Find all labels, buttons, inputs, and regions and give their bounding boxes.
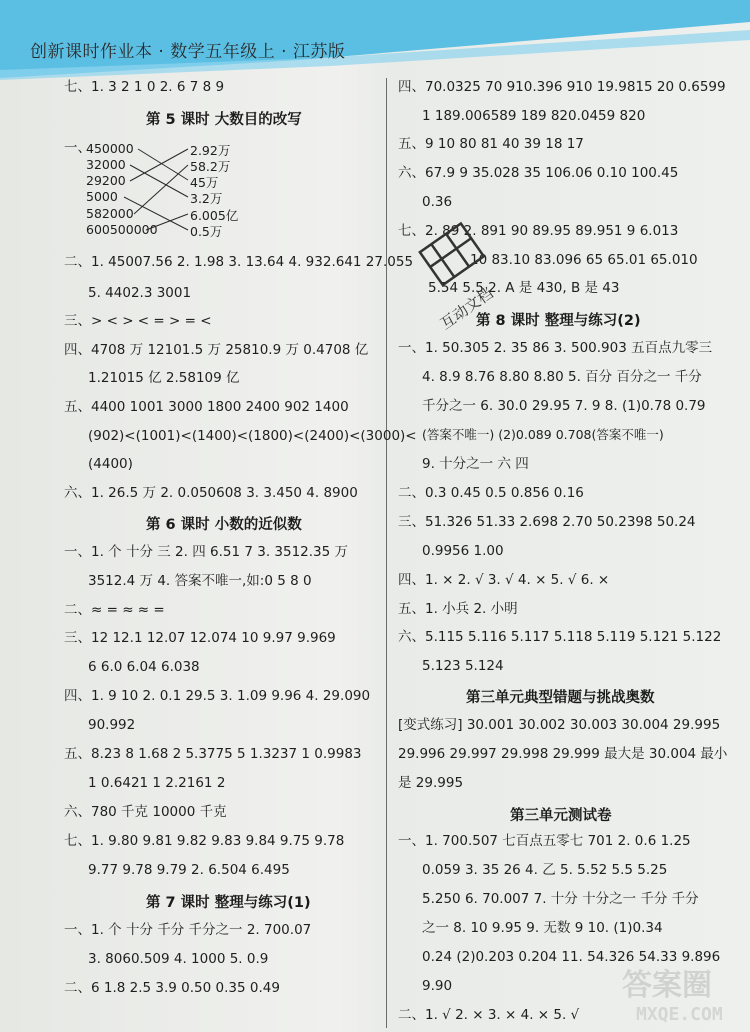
answer-line: 是 29.995: [398, 775, 464, 791]
answer-line: 5.54 5.5 2. A 是 430, B 是 43: [428, 280, 620, 296]
answer-line: 二、1. √ 2. × 3. × 4. × 5. √: [398, 1007, 580, 1023]
answer-line: 三、12 12.1 12.07 12.074 10 9.97 9.969: [64, 630, 336, 646]
answer-line: 0.24 (2)0.203 0.204 11. 54.326 54.33 9.896: [422, 949, 721, 965]
answer-line: (4400): [88, 456, 133, 472]
answer-line: 六、1. 26.5 万 2. 0.050608 3. 3.450 4. 8900: [64, 485, 358, 501]
answer-line: 一、1. 个 十分 千分 千分之一 2. 700.07: [64, 922, 312, 938]
stamp-text: 互动文档: [436, 283, 497, 334]
section-heading: 第 7 课时 整理与练习(1): [146, 895, 311, 911]
header-title: 创新课时作业本 · 数学五年级上 · 江苏版: [30, 42, 346, 62]
answer-line: 5. 4402.3 3001: [88, 285, 192, 301]
answer-line: (答案不唯一) (2)0.089 0.708(答案不唯一): [422, 427, 664, 442]
section-heading: 第三单元测试卷: [510, 808, 612, 824]
answer-line: 9.77 9.78 9.79 2. 6.504 6.495: [88, 862, 290, 878]
section-heading: 第 5 课时 大数目的改写: [146, 112, 302, 128]
answer-line: 三、> < > < = > = <: [64, 313, 212, 329]
answer-line: 3. 8060.509 4. 1000 5. 0.9: [88, 951, 269, 967]
answer-line: 3512.4 万 4. 答案不唯一,如:0 5 8 0: [88, 573, 312, 589]
answer-line: 六、5.115 5.116 5.117 5.118 5.119 5.121 5.122: [398, 629, 722, 645]
answer-line: 五、8.23 8 1.68 2 5.3775 5 1.3237 1 0.9983: [64, 746, 362, 762]
match-left-item: 5000: [86, 189, 118, 204]
answer-line: 千分之一 6. 30.0 29.95 7. 9 8. (1)0.78 0.79: [422, 398, 706, 414]
answer-line: 五、9 10 80 81 40 39 18 17: [398, 136, 584, 152]
answer-line: 三、51.326 51.33 2.698 2.70 50.2398 50.24: [398, 514, 696, 530]
column-divider: [386, 78, 387, 1028]
answer-line: 29.996 29.997 29.998 29.999 最大是 30.004 最小: [398, 746, 728, 762]
answer-line: 6 6.0 6.04 6.038: [88, 659, 200, 675]
answer-line: 二、6 1.8 2.5 3.9 0.50 0.35 0.49: [64, 980, 280, 996]
answer-line: 4. 8.9 8.76 8.80 8.80 5. 百分 百分之一 千分: [422, 369, 702, 385]
stamp-logo: [402, 214, 522, 334]
answer-line: 90.992: [88, 717, 136, 733]
answer-line: 1 189.006589 189 820.0459 820: [422, 108, 646, 124]
answer-line: 一、1. 个 十分 三 2. 四 6.51 7 3. 3512.35 万: [64, 544, 349, 560]
answer-line: [变式练习] 30.001 30.002 30.003 30.004 29.995: [398, 717, 721, 733]
answer-line: 四、4708 万 12101.5 万 25810.9 万 0.4708 亿: [64, 342, 369, 358]
matching-lines: [0, 0, 386, 260]
match-right-item: 0.5万: [190, 224, 223, 239]
watermark: [570, 960, 750, 1032]
answer-line: 五、4400 1001 3000 1800 2400 902 1400: [64, 399, 349, 415]
answer-line: 一、1. 50.305 2. 35 86 3. 500.903 五百点九零三: [398, 340, 713, 356]
answer-line: 1 0.6421 1 2.2161 2: [88, 775, 226, 791]
answer-line: 七、1. 9.80 9.81 9.82 9.83 9.84 9.75 9.78: [64, 833, 345, 849]
answer-line: 9. 十分之一 六 四: [422, 456, 529, 472]
match-right-item: 6.005亿: [190, 208, 239, 223]
answer-line: 0.36: [422, 194, 453, 210]
answer-line: 0.059 3. 35 26 4. 乙 5. 5.52 5.5 5.25: [422, 862, 668, 878]
answer-line: 二、0.3 0.45 0.5 0.856 0.16: [398, 485, 584, 501]
answer-line: 四、1. 9 10 2. 0.1 29.5 3. 1.09 9.96 4. 29.090: [64, 688, 371, 704]
match-right-item: 58.2万: [190, 159, 231, 174]
match-left-item: 582000: [86, 206, 134, 221]
match-right-item: 45万: [190, 175, 219, 190]
answer-line: 六、67.9 9 35.028 35 106.06 0.10 100.45: [398, 165, 679, 181]
match-left-item: 32000: [86, 157, 126, 172]
answer-line: 七、2. 89 2. 891 90 89.95 89.951 9 6.013: [398, 223, 679, 239]
section-heading: 第 8 课时 整理与练习(2): [476, 313, 641, 329]
section-heading: 第三单元典型错题与挑战奥数: [466, 690, 655, 706]
answer-line: 5.250 6. 70.007 7. 十分 十分之一 千分 千分: [422, 891, 699, 907]
match-left-item: 450000: [86, 141, 134, 156]
answer-line: 之一 8. 10 9.95 9. 无数 9 10. (1)0.34: [422, 920, 663, 936]
answer-line: 5.123 5.124: [422, 658, 504, 674]
answer-line: 1.21015 亿 2.58109 亿: [88, 370, 240, 386]
answer-line: 0.9956 1.00: [422, 543, 504, 559]
answer-line: 五、1. 小兵 2. 小明: [398, 601, 518, 617]
answer-line: 二、1. 45007.56 2. 1.98 3. 13.64 4. 932.641 27.055: [64, 254, 414, 270]
match-right-item: 2.92万: [190, 143, 231, 158]
answer-line: 七、1. 3 2 1 0 2. 6 7 8 9: [64, 79, 225, 95]
watermark-url: MXQE.COM: [636, 1004, 723, 1025]
answer-line: 9.90: [422, 978, 453, 994]
match-left-item: 600500000: [86, 222, 158, 237]
section-heading: 第 6 课时 小数的近似数: [146, 517, 302, 533]
match-left-item: 29200: [86, 173, 126, 188]
answer-line: 二、≈ = ≈ ≈ =: [64, 602, 165, 618]
match-right-item: 3.2万: [190, 191, 223, 206]
answer-line: 一、1. 700.507 七百点五零七 701 2. 0.6 1.25: [398, 833, 691, 849]
answer-line: 10 83.10 83.096 65 65.01 65.010: [470, 252, 698, 268]
answer-line: 四、70.0325 70 910.396 910 19.9815 20 0.6599: [398, 79, 726, 95]
answer-line: (902)<(1001)<(1400)<(1800)<(2400)<(3000)<: [88, 428, 417, 444]
watermark-text: 答案圈: [622, 968, 712, 1003]
answer-line: 四、1. × 2. √ 3. √ 4. × 5. √ 6. ×: [398, 572, 610, 588]
answer-line: 六、780 千克 10000 千克: [64, 804, 227, 820]
answer-prefix: 一、: [64, 140, 91, 156]
